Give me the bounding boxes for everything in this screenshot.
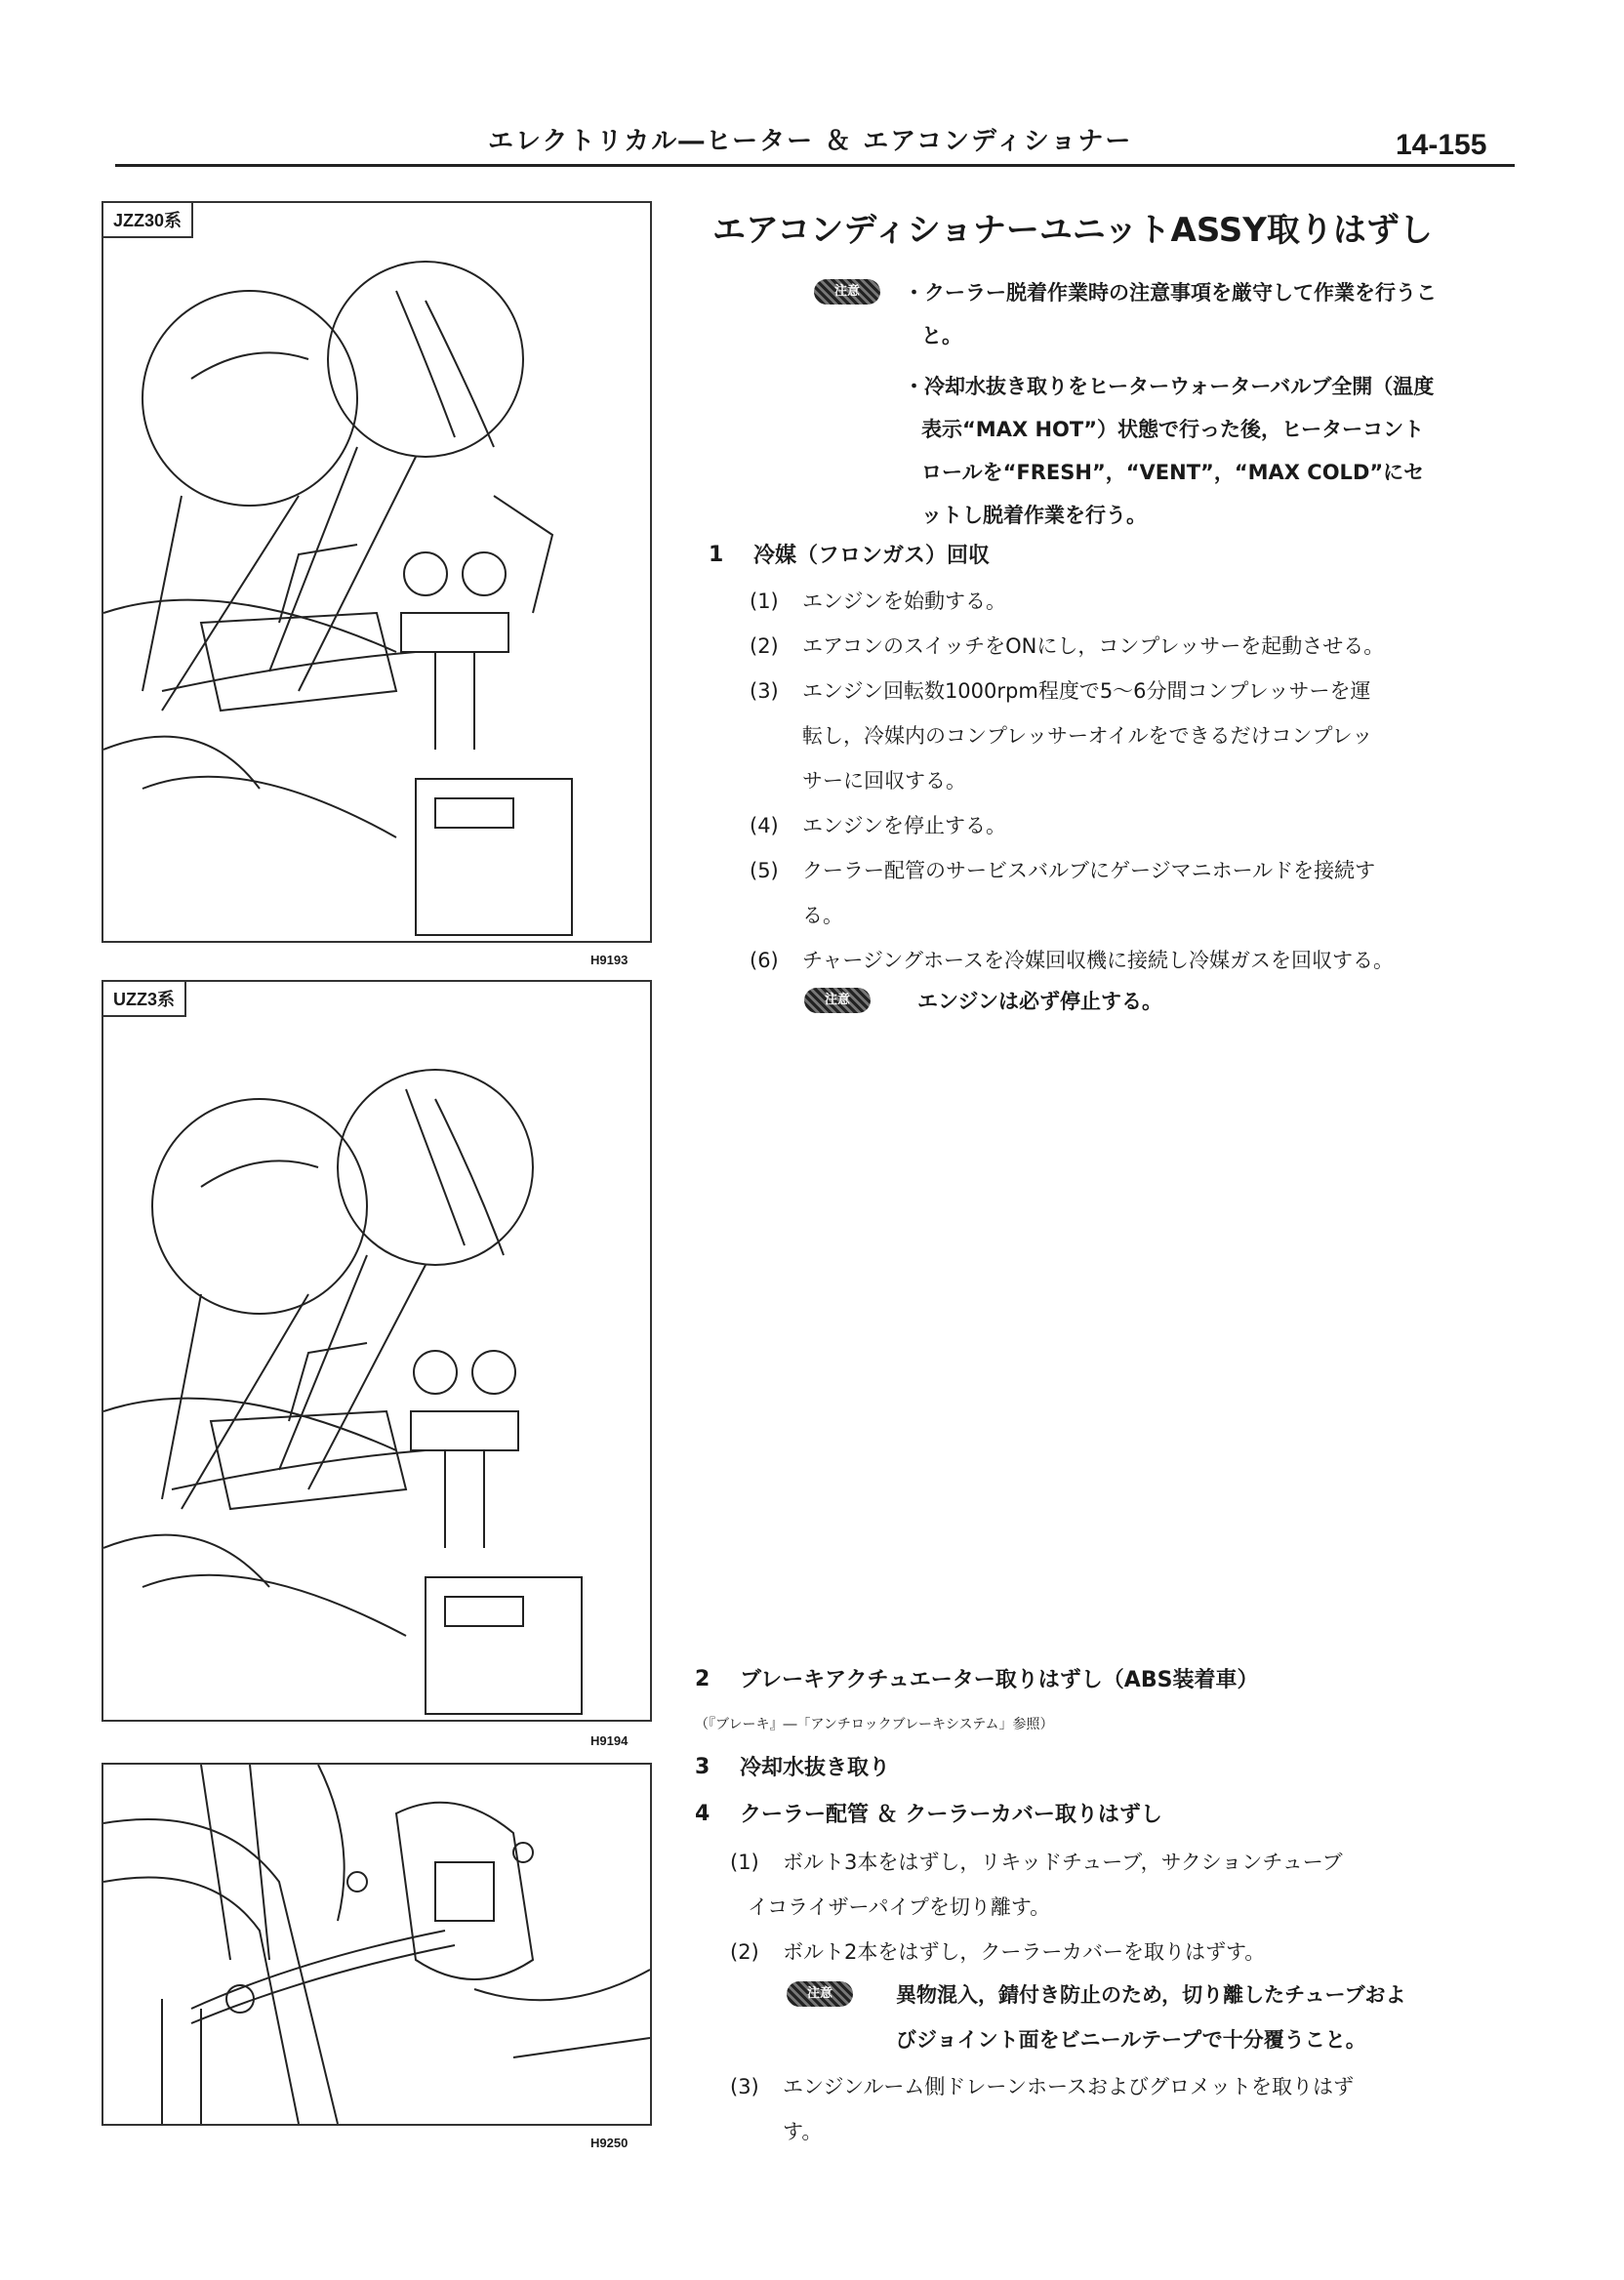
step-item-text: クーラー配管のサービスバルブにゲージマニホールドを接続す (802, 859, 1376, 882)
step-item-number: (3) (730, 2075, 759, 2098)
step-item-number: (2) (750, 634, 779, 658)
header-title: エレクトリカル―ヒーター ＆ エアコンディショナー (488, 127, 1133, 156)
caution-badge (814, 279, 880, 305)
step-item-number: (4) (750, 814, 779, 837)
caution-badge-label: 注意 (787, 1981, 853, 2007)
step-item-number: (5) (750, 859, 779, 882)
note-line: ・クーラー脱着作業時の注意事項を厳守して作業を行うこ (904, 281, 1437, 305)
figure-uzz3 (102, 980, 652, 1722)
caution-badge (804, 988, 871, 1013)
step-item-text: エンジン回転数1000rpm程度で5～6分間コンプレッサーを運 (802, 679, 1371, 703)
cooler-pipe-illustration (103, 1765, 650, 2124)
step-title: 冷却水抜き取り (740, 1756, 891, 1780)
step-number: 1 (709, 543, 724, 567)
step-item-text: 転し，冷媒内のコンプレッサーオイルをできるだけコンプレッ (802, 724, 1373, 748)
step-item-text: サーに回収する。 (802, 769, 966, 793)
step-item-text: エンジンルーム側ドレーンホースおよびグロメットを取りはず (783, 2075, 1354, 2098)
figure-label: JZZ30系 (103, 203, 193, 238)
step-item-text: ボルト3本をはずし，リキッドチューブ，サクションチューブ (783, 1851, 1343, 1874)
step-note: 異物混入，錆付き防止のため，切り離したチューブおよ (896, 1983, 1406, 2007)
step-note: びジョイント面をビニールテープで十分覆うこと。 (896, 2028, 1366, 2052)
note-line: ロールを“FRESH”，“VENT”，“MAX COLD”にセ (921, 461, 1425, 484)
note-line: と。 (921, 324, 962, 347)
step-item-text: す。 (783, 2120, 823, 2143)
step-number: 3 (695, 1755, 710, 1779)
caution-badge-label: 注意 (814, 279, 880, 305)
step-item-text: チャージングホースを冷媒回収機に接続し冷媒ガスを回収する。 (802, 949, 1394, 972)
figure-code: H9250 (590, 2136, 629, 2150)
step-item-text: エンジンを停止する。 (802, 814, 1006, 837)
step-title: ブレーキアクチュエーター取りはずし（ABS装着車） (740, 1668, 1259, 1692)
step-item-number: (6) (750, 949, 779, 972)
figure-code: H9193 (590, 953, 629, 967)
figure-cooler-pipe (102, 1763, 652, 2126)
step-item-text: ボルト2本をはずし，クーラーカバーを取りはずす。 (783, 1940, 1266, 1964)
note-line: ・冷却水抜き取りをヒーターウォーターバルブ全開（温度 (904, 375, 1435, 398)
figure-jzz30 (102, 201, 652, 943)
step-number: 4 (695, 1802, 710, 1826)
step-number: 2 (695, 1667, 710, 1691)
step-reference: （『ブレーキ』―「アンチロックブレーキシステム」参照） (695, 1717, 1054, 1732)
step-item-text: エアコンのスイッチをONにし，コンプレッサーを起動させる。 (802, 634, 1385, 658)
figure-label: UZZ3系 (103, 982, 186, 1017)
section-title: エアコンディショナーユニットASSY取りはずし (712, 211, 1433, 250)
note-line: 表示“MAX HOT”）状態で行った後，ヒーターコント (921, 418, 1425, 441)
header-rule (115, 164, 1515, 167)
step-item-text: エンジンを始動する。 (802, 590, 1006, 613)
engine-illustration-1 (103, 203, 650, 941)
step-item-number: (1) (750, 590, 779, 613)
step-item-text: る。 (802, 904, 843, 927)
step-title: クーラー配管 ＆ クーラーカバー取りはずし (740, 1803, 1162, 1827)
step-item-number: (2) (730, 1940, 759, 1964)
caution-badge-label: 注意 (804, 988, 871, 1013)
step-note: エンジンは必ず停止する。 (917, 990, 1162, 1013)
step-item-number: (1) (730, 1851, 759, 1874)
note-line: ットし脱着作業を行う。 (921, 504, 1147, 527)
caution-badge (787, 1981, 853, 2007)
step-title: 冷媒（フロンガス）回収 (753, 544, 991, 568)
step-item-number: (3) (750, 679, 779, 703)
figure-code: H9194 (590, 1733, 629, 1748)
engine-illustration-2 (103, 982, 650, 1720)
page-number: 14-155 (1396, 129, 1487, 161)
step-item-text: イコライザーパイプを切り離す。 (748, 1895, 1051, 1919)
